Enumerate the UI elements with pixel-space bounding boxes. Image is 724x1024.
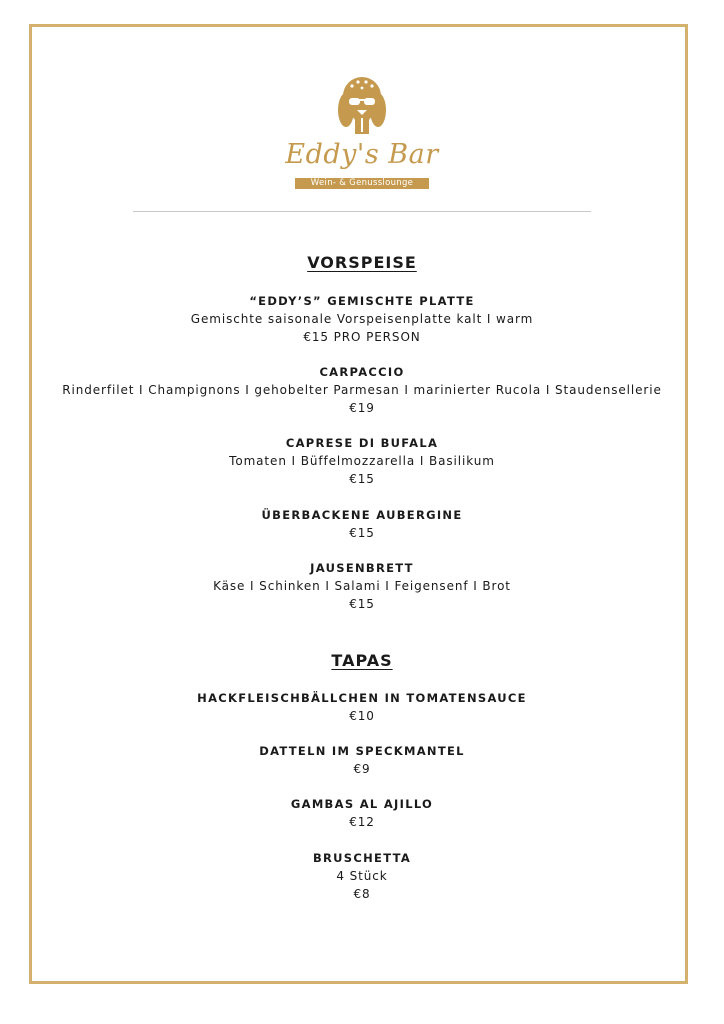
item-name: CARPACCIO — [319, 365, 405, 379]
item-description: Käse I Schinken I Salami I Feigensenf I Brot — [213, 579, 511, 593]
item-price: €19 — [349, 401, 375, 415]
item-price: €15 — [349, 526, 375, 540]
item-price: €12 — [349, 815, 375, 829]
item-price: €15 — [349, 597, 375, 611]
section-title-tapas: TAPAS — [331, 651, 393, 670]
item-price: €8 — [353, 887, 371, 901]
menu-item — [0, 742, 724, 778]
menu-item — [0, 434, 724, 488]
item-price: €15 — [349, 472, 375, 486]
section-title-vorspeise: VORSPEISE — [307, 253, 417, 272]
item-name: CAPRESE DI BUFALA — [285, 436, 439, 450]
item-name: DATTELN IM SPECKMANTEL — [259, 744, 465, 758]
menu-item — [0, 506, 724, 542]
item-name: “EDDY’S” GEMISCHTE PLATTE — [249, 294, 475, 308]
menu-item — [0, 292, 724, 346]
dog-with-sunglasses-icon — [336, 74, 388, 136]
menu-item — [0, 363, 724, 417]
item-name: ÜBERBACKENE AUBERGINE — [261, 508, 463, 522]
item-price: €15 PRO PERSON — [303, 330, 421, 344]
item-name: HACKFLEISCHBÄLLCHEN IN TOMATENSAUCE — [197, 691, 527, 705]
item-description: Tomaten I Büffelmozzarella I Basilikum — [229, 454, 495, 468]
item-price: €10 — [349, 709, 375, 723]
divider — [133, 211, 591, 212]
menu-item — [0, 849, 724, 903]
item-description: Gemischte saisonale Vorspeisenplatte kalt I warm — [190, 312, 534, 326]
brand-tagline: Wein- & Genusslounge — [295, 178, 429, 189]
item-description: Rinderfilet I Champignons I gehobelter Parmesan I marinierter Rucola I Staudensellerie — [62, 383, 662, 397]
item-name: JAUSENBRETT — [310, 561, 414, 575]
logo — [0, 74, 724, 189]
item-name: BRUSCHETTA — [312, 851, 412, 865]
item-price: €9 — [353, 762, 371, 776]
item-name: GAMBAS AL AJILLO — [290, 797, 434, 811]
menu-item — [0, 559, 724, 613]
menu-item — [0, 689, 724, 725]
item-description: 4 Stück — [336, 869, 388, 883]
menu-item — [0, 795, 724, 831]
brand-name: Eddy's Bar — [285, 139, 439, 170]
